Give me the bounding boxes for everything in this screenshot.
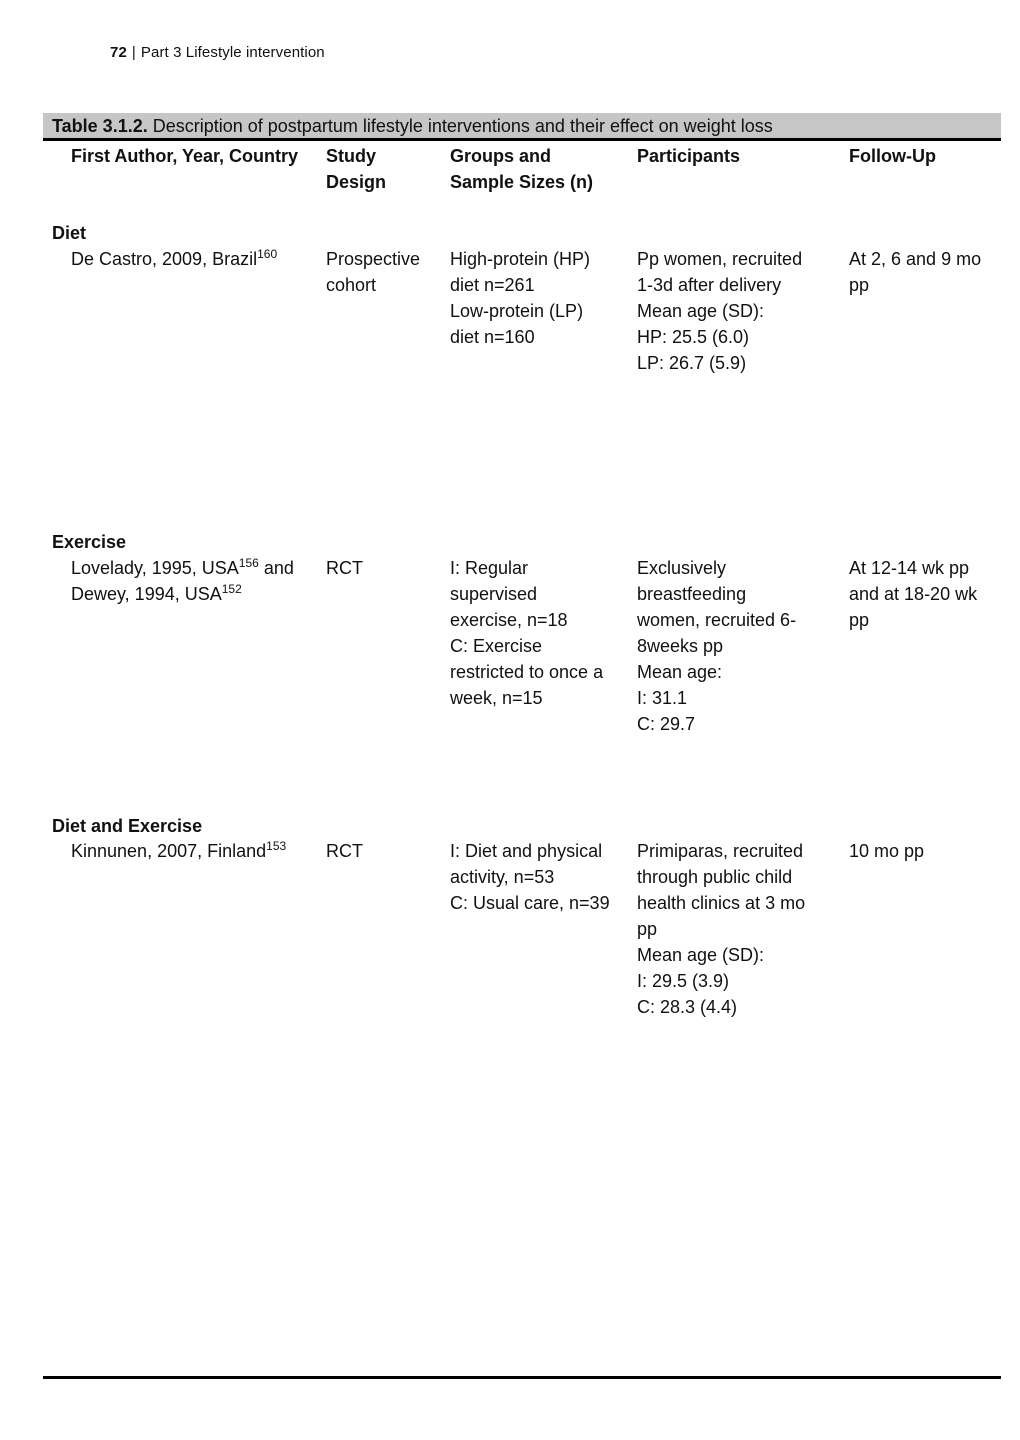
row-participants: Primiparas, recruited through public child health clinics at 3 mo pp Mean age (SD): I: 29.5 (3.9) C: 28.3 (4.4) xyxy=(637,841,806,1017)
row-groups: High-protein (HP) diet n=261 Low-protein (LP) diet n=160 xyxy=(450,249,591,347)
table-caption xyxy=(43,113,1001,138)
header-design: Study Design xyxy=(326,146,387,192)
row-participants: Exclusively breastfeeding women, recruited 6- 8weeks pp Mean age: I: 31.1 C: 29.7 xyxy=(637,558,797,734)
row-author: De Castro, 2009, Brazil$^{160}$ xyxy=(71,247,278,269)
section-label-diet-and-exercise: Diet and Exercise xyxy=(52,816,203,836)
header-author: First Author, Year, Country xyxy=(71,146,299,166)
row-followup: 10 mo pp xyxy=(849,841,925,861)
running-header-title: Part 3 Lifestyle intervention xyxy=(140,44,325,61)
row-design: Prospective cohort xyxy=(326,249,421,295)
running-header xyxy=(110,44,325,61)
row-design: RCT xyxy=(326,841,363,861)
header-groups: Groups and Sample Sizes (n) xyxy=(450,146,594,192)
header-separator: | xyxy=(131,44,136,61)
header-followup: Follow-Up xyxy=(849,146,936,166)
page-number: 72 xyxy=(110,44,127,61)
section-label-diet: Diet xyxy=(52,223,87,243)
header-participants: Participants xyxy=(637,146,741,166)
row-followup: At 12-14 wk pp and at 18-20 wk pp xyxy=(849,558,978,630)
table-bottom-rule xyxy=(43,1376,1001,1379)
section-label-exercise: Exercise xyxy=(52,532,127,552)
row-participants: Pp women, recruited 1-3d after delivery Mean age (SD): HP: 25.5 (6.0) LP: 26.7 (5.9) xyxy=(637,249,803,373)
table-caption-text: Description of postpartum lifestyle interventions and their effect on weight loss xyxy=(152,116,773,136)
row-groups: I: Diet and physical activity, n=53 C: Usual care, n=39 xyxy=(450,841,610,913)
reference-number: 160 xyxy=(257,247,278,261)
reference-number: 156 xyxy=(238,556,259,570)
row-design: RCT xyxy=(326,558,363,578)
row-groups: I: Regular supervised exercise, n=18 C: Exercise restricted to once a week, n=15 xyxy=(450,558,604,708)
table-top-rule xyxy=(43,138,1001,141)
reference-number: 152 xyxy=(221,582,242,596)
table-caption-label: Table 3.1.2. xyxy=(52,116,148,136)
row-followup: At 2, 6 and 9 mo pp xyxy=(849,249,982,295)
row-author: Lovelady, 1995, USA$^{156}$ and Dewey, 1994, USA$^{152}$ xyxy=(71,556,294,604)
reference-number: 153 xyxy=(266,839,287,853)
row-author: Kinnunen, 2007, Finland$^{153}$ xyxy=(71,839,287,861)
